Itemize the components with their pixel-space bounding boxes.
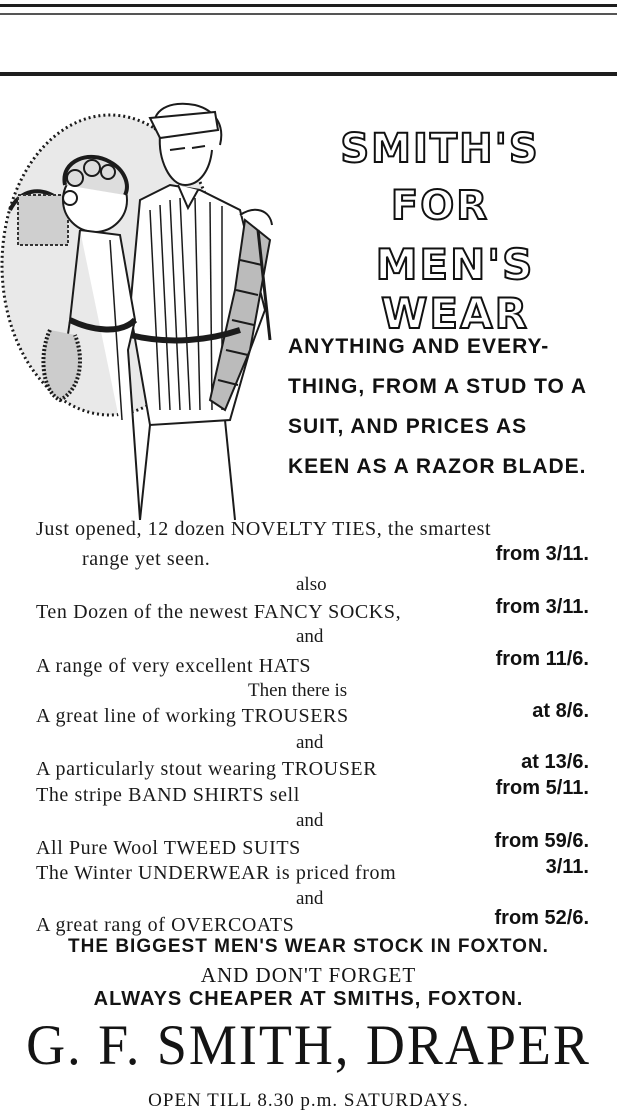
item-hats: A range of very excellent HATS: [36, 655, 312, 677]
opening-hours: OPEN TILL 8.30 p.m. SATURDAYS.: [148, 1090, 469, 1111]
price-hats: from 11/6.: [495, 648, 589, 670]
section-rule: [0, 72, 617, 76]
tagline-line-1: ANYTHING AND EVERY-: [288, 335, 550, 358]
price-fancy-socks: from 3/11.: [495, 596, 589, 618]
price-working-trousers: at 8/6.: [532, 700, 589, 722]
price-novelty-ties: from 3/11.: [495, 543, 589, 565]
connector-also: also: [296, 574, 327, 595]
price-tweed-suits: from 59/6.: [494, 830, 589, 852]
tagline-line-2: THING, FROM A STUD TO A: [288, 375, 588, 398]
headline-smiths: SMITH'S: [340, 126, 540, 172]
headline-for: FOR: [390, 183, 490, 229]
price-band-shirts: from 5/11.: [495, 777, 589, 799]
dont-forget-line: AND DON'T FORGET: [200, 963, 417, 987]
tagline: [288, 327, 592, 487]
headline-mens-wear: MEN'S WEAR: [375, 240, 535, 338]
banner-biggest-stock: THE BIGGEST MEN'S WEAR STOCK IN FOXTON.: [68, 936, 549, 957]
always-cheaper-line: ALWAYS CHEAPER AT SMITHS, FOXTON.: [93, 988, 524, 1010]
item-novelty-ties: Just opened, 12 dozen NOVELTY TIES, the smartest: [36, 518, 492, 540]
top-border: [0, 4, 617, 7]
item-fancy-socks: Ten Dozen of the newest FANCY SOCKS,: [36, 601, 402, 623]
item-stout-trouser: A particularly stout wearing TROUSER: [36, 758, 378, 780]
item-winter-underwear: The Winter UNDERWEAR is priced from: [36, 862, 397, 884]
connector-and-2: and: [296, 732, 324, 753]
connector-and-1: and: [296, 626, 324, 647]
item-band-shirts: The stripe BAND SHIRTS sell: [36, 784, 300, 806]
tagline-line-4: KEEN AS A RAZOR BLADE.: [288, 455, 587, 478]
price-stout-trouser: at 13/6.: [521, 751, 589, 773]
item-overcoats: A great rang of OVERCOATS: [36, 914, 295, 936]
illustration-couple-ties: [0, 90, 285, 520]
signature-g-f-smith: G. F. SMITH, DRAPER: [26, 1013, 591, 1077]
top-border-inner: [0, 13, 617, 15]
price-overcoats: from 52/6.: [494, 907, 589, 929]
item-novelty-ties-cont: range yet seen.: [82, 548, 211, 570]
tagline-line-3: SUIT, AND PRICES AS: [288, 415, 528, 438]
connector-and-3: and: [296, 810, 324, 831]
connector-and-4: and: [296, 888, 324, 909]
item-tweed-suits: All Pure Wool TWEED SUITS: [36, 837, 301, 859]
price-winter-underwear: 3/11.: [545, 856, 589, 878]
connector-then-there-is: Then there is: [248, 680, 348, 701]
item-working-trousers: A great line of working TROUSERS: [36, 705, 349, 727]
